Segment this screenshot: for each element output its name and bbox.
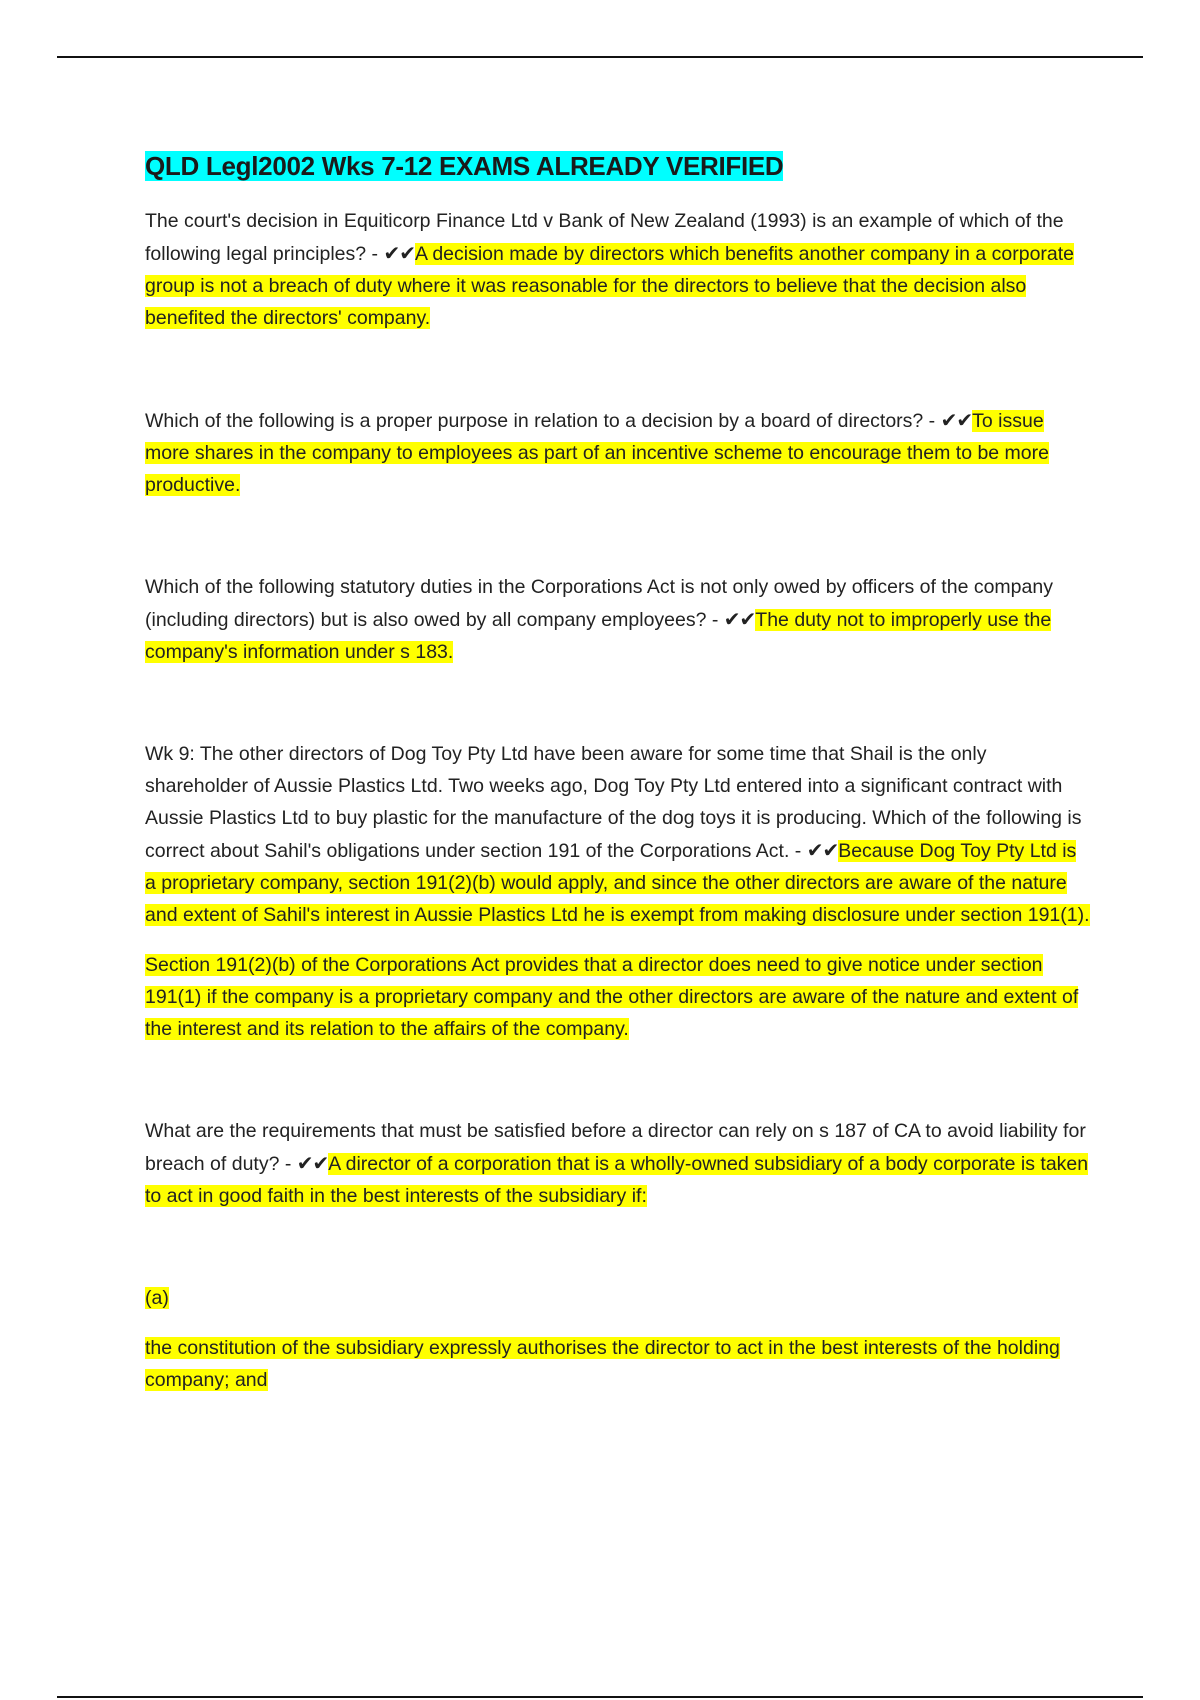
check-mark-icon: ✔✔ xyxy=(806,838,839,862)
question-text: What are the requirements that must be satisfied before a director can rely on s 187 of CA to avoid liability for breach of duty? - xyxy=(145,1120,1086,1175)
answer-text: A decision made by directors which benefits another company in a corporate group is not a breach of duty where it was reasonable for the directors to believe that the decision also benefited the directors' company. xyxy=(145,243,1075,329)
sub-text: the constitution of the subsidiary expressly authorises the director to act in the best interests of the holding company; and xyxy=(145,1337,1060,1391)
qa-item-4 xyxy=(145,738,1090,931)
check-mark-icon: ✔✔ xyxy=(723,607,756,631)
answer-text: A director of a corporation that is a wholly-owned subsidiary of a body corporate is taken to act in good faith in the best interests of the subsidiary if: xyxy=(145,1153,1089,1207)
sub-label-text: (a) xyxy=(145,1287,169,1309)
qa-item-3 xyxy=(145,571,1090,668)
question-text: Wk 9: The other directors of Dog Toy Pty Ltd have been aware for some time that Shail is the only shareholder of Aussie Plastics Ltd. Two weeks ago, Dog Toy Pty Ltd entered into a significant contract with Aussie Plastics Ltd to buy plastic for the manufacture of the dog toys it is producing. Which of the following is correct about Sahil's obligations under section 191 of the Corporations Act. - xyxy=(145,743,1082,862)
qa-item-2 xyxy=(145,404,1090,501)
document-title: QLD Legl2002 Wks 7-12 EXAMS ALREADY VERIFIED xyxy=(145,151,784,181)
qa-item-5 xyxy=(145,1115,1090,1212)
check-mark-icon: ✔✔ xyxy=(940,408,973,432)
qa-item-5-sub-text xyxy=(145,1332,1090,1396)
question-text: Which of the following statutory duties in the Corporations Act is not only owed by officers of the company (including directors) but is also owed by all company employees? - xyxy=(145,576,1053,631)
qa-item-4-explanation xyxy=(145,949,1090,1045)
answer-text: The duty not to improperly use the company's information under s 183. xyxy=(145,609,1052,663)
answer-text: To issue more shares in the company to employees as part of an incentive scheme to encourage them to be more productive. xyxy=(145,410,1049,496)
question-text: Which of the following is a proper purpose in relation to a decision by a board of directors? - xyxy=(145,410,941,432)
qa-item-5-sub-label xyxy=(145,1282,1090,1314)
qa-item-1 xyxy=(145,205,1090,334)
bottom-rule xyxy=(57,1696,1143,1698)
document-title-wrap xyxy=(145,150,1090,187)
check-mark-icon: ✔✔ xyxy=(383,241,415,265)
document-body xyxy=(145,150,1090,1396)
answer-text: Because Dog Toy Pty Ltd is a proprietary company, section 191(2)(b) would apply, and since the other directors are aware of the nature and extent of Sahil's interest in Aussie Plastics Ltd he is exempt from making disclosure under section 191(1). xyxy=(145,840,1090,926)
top-rule xyxy=(57,56,1143,58)
explanation-text: Section 191(2)(b) of the Corporations Act provides that a director does need to give notice under section 191(1) if the company is a proprietary company and the other directors are aware of the nature and extent of the interest and its relation to the affairs of the company. xyxy=(145,954,1079,1040)
question-text: The court's decision in Equiticorp Finance Ltd v Bank of New Zealand (1993) is an example of which of the following legal principles? - xyxy=(145,210,1064,265)
check-mark-icon: ✔✔ xyxy=(296,1151,329,1175)
